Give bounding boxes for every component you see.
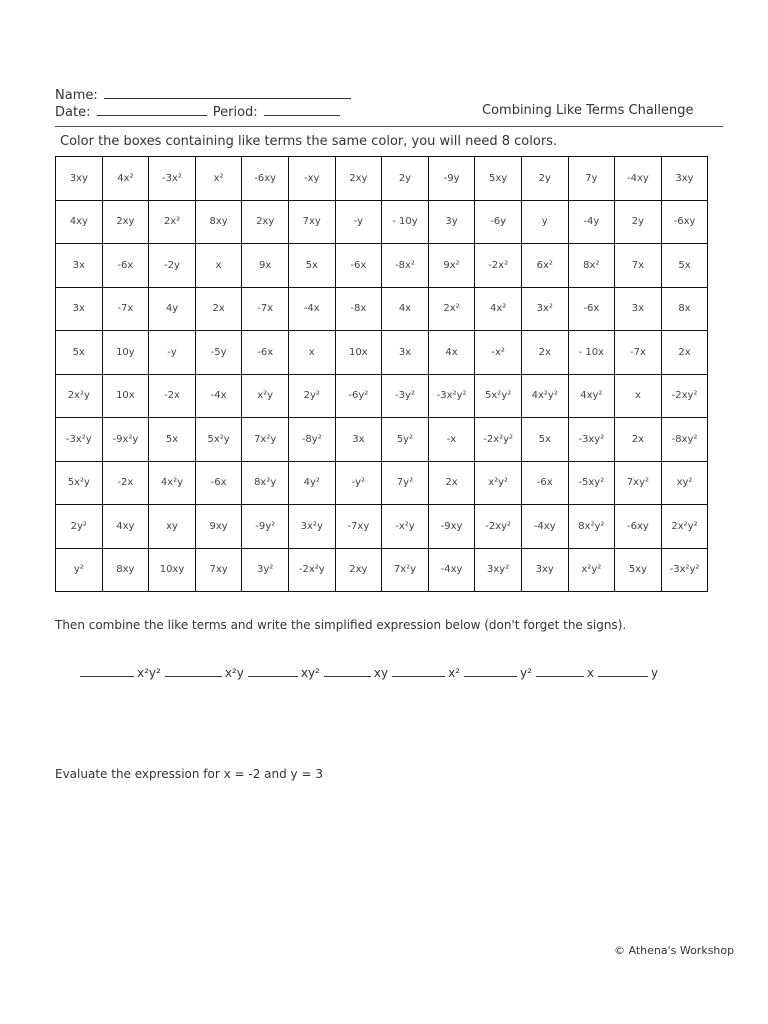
terms-grid [55,156,708,592]
grid-cell[interactable]: x²y [242,374,289,418]
grid-cell[interactable]: 6x² [521,244,568,288]
name-row [55,86,351,103]
grid-cell[interactable]: 7x²y [242,418,289,462]
answer-blank[interactable] [598,665,648,677]
grid-cell[interactable]: 2y [382,157,429,201]
grid-cell[interactable]: -8x [335,287,382,331]
grid-cell[interactable]: x [615,374,662,418]
grid-cell[interactable]: x² [195,157,242,201]
grid-cell[interactable]: -7xy [335,505,382,549]
grid-cell[interactable]: -x²y [382,505,429,549]
grid-cell[interactable]: x²y² [568,548,615,592]
date-label: Date: [55,105,91,120]
grid-cell[interactable]: 3x [615,287,662,331]
date-row [55,103,340,120]
grid-cell[interactable]: 3x [56,287,103,331]
grid-cell[interactable]: 2x [195,287,242,331]
grid-cell[interactable]: - 10x [568,331,615,375]
worksheet-title: Combining Like Terms Challenge [482,103,694,118]
grid-cell[interactable]: 4x² [475,287,522,331]
answer-term: xy² [300,666,320,680]
grid-cell[interactable]: 2x²y² [661,505,708,549]
grid-cell[interactable]: 7y² [382,461,429,505]
grid-cell[interactable]: y² [56,548,103,592]
grid-row [56,548,708,592]
grid-cell[interactable]: -3x²y [56,418,103,462]
grid-cell[interactable]: -2x²y² [475,418,522,462]
grid-row [56,374,708,418]
grid-cell[interactable]: 4x²y [149,461,196,505]
grid-cell[interactable]: 2x²y [56,374,103,418]
answer-blank[interactable] [536,665,584,677]
grid-cell[interactable]: 2x [615,418,662,462]
grid-cell[interactable]: 3xy² [475,548,522,592]
grid-cell[interactable]: 2y [521,157,568,201]
answer-blank[interactable] [392,665,445,677]
grid-cell[interactable]: -x [428,418,475,462]
grid-cell[interactable]: xy [149,505,196,549]
grid-cell[interactable]: 7xy [288,200,335,244]
grid-cell[interactable]: xy² [661,461,708,505]
grid-cell[interactable]: 10xy [149,548,196,592]
period-label: Period: [212,105,258,120]
grid-cell[interactable]: -2xy² [661,374,708,418]
header-divider [55,126,723,127]
grid-cell[interactable]: -5y [195,331,242,375]
grid-cell[interactable]: 3x [335,418,382,462]
grid-cell[interactable]: -6xy [661,200,708,244]
grid-cell[interactable]: 3x² [521,287,568,331]
grid-cell[interactable]: 4x² [102,157,149,201]
grid-cell[interactable]: -8y² [288,418,335,462]
grid-cell[interactable]: -6x [568,287,615,331]
grid-cell[interactable]: -9x²y [102,418,149,462]
grid-cell[interactable]: 2xy [102,200,149,244]
grid-row [56,505,708,549]
grid-cell[interactable]: -y [149,331,196,375]
grid-cell[interactable]: x²y² [475,461,522,505]
grid-cell[interactable]: x [288,331,335,375]
grid-cell[interactable]: 2y [615,200,662,244]
grid-cell[interactable]: -6xy [615,505,662,549]
grid-cell[interactable]: 3y [428,200,475,244]
name-field[interactable] [104,86,351,99]
grid-cell[interactable]: 9xy [195,505,242,549]
answer-row [80,665,662,680]
grid-cell[interactable]: 2x [428,461,475,505]
grid-cell[interactable]: 8x²y [242,461,289,505]
answer-blank[interactable] [80,665,134,677]
grid-cell[interactable]: -4xy [428,548,475,592]
answer-term: x² [448,666,460,680]
grid-cell[interactable]: 8xy [195,200,242,244]
answer-term: y² [519,666,532,680]
answer-term: y [651,666,659,680]
grid-cell[interactable]: 2x [521,331,568,375]
grid-cell[interactable]: 7y [568,157,615,201]
grid-cell[interactable]: 4xy² [568,374,615,418]
date-field[interactable] [97,103,207,116]
grid-row [56,331,708,375]
grid-cell[interactable]: 2y² [288,374,335,418]
grid-cell[interactable]: 4x [382,287,429,331]
grid-cell[interactable]: 2y² [56,505,103,549]
grid-cell[interactable]: 5xy [475,157,522,201]
grid-cell[interactable]: 10x [335,331,382,375]
grid-cell[interactable]: 5x [149,418,196,462]
grid-cell[interactable]: -6x [102,244,149,288]
grid-cell[interactable]: 5y² [382,418,429,462]
grid-cell[interactable]: -6x [521,461,568,505]
grid-cell[interactable]: -6y² [335,374,382,418]
grid-cell[interactable]: 2xy [335,548,382,592]
grid-cell[interactable]: -7x [615,331,662,375]
period-field[interactable] [264,103,340,116]
answer-blank[interactable] [165,665,222,677]
answer-term: x²y² [137,666,161,680]
grid-cell[interactable]: 5x²y [56,461,103,505]
instructions-text: Color the boxes containing like terms the same color, you will need 8 colors. [60,134,558,149]
grid-cell[interactable]: -2x [149,374,196,418]
grid-cell[interactable]: -x² [475,331,522,375]
grid-cell[interactable]: -4y [568,200,615,244]
name-label: Name: [55,88,98,103]
grid-cell[interactable]: -2xy² [475,505,522,549]
grid-row [56,200,708,244]
grid-cell[interactable]: -6x [242,331,289,375]
grid-cell[interactable]: 7xy² [615,461,662,505]
grid-cell[interactable]: -2x² [475,244,522,288]
grid-row [56,157,708,201]
grid-cell[interactable]: -9y² [242,505,289,549]
grid-row [56,461,708,505]
grid-cell[interactable]: 4xy [56,200,103,244]
grid-cell[interactable]: -6y [475,200,522,244]
grid-row [56,244,708,288]
grid-cell[interactable]: -6x [335,244,382,288]
grid-cell[interactable]: - 10y [382,200,429,244]
answer-term: xy [373,666,389,680]
grid-cell[interactable]: -3xy² [568,418,615,462]
grid-cell[interactable]: 5x [521,418,568,462]
grid-cell[interactable]: 2x² [149,200,196,244]
grid-cell[interactable]: -9xy [428,505,475,549]
answer-blank[interactable] [464,665,517,677]
combine-instructions: Then combine the like terms and write the simplified expression below (don't forget the signs). [55,618,627,632]
grid-cell[interactable]: -2y [149,244,196,288]
grid-cell[interactable]: 8xy [102,548,149,592]
grid-cell[interactable]: -2x²y [288,548,335,592]
grid-cell[interactable]: 2xy [335,157,382,201]
grid-cell[interactable]: 3xy [521,548,568,592]
grid-cell[interactable]: 8x²y² [568,505,615,549]
grid-cell[interactable]: -7x [242,287,289,331]
grid-cell[interactable]: -3x²y² [428,374,475,418]
grid-cell[interactable]: 4y² [288,461,335,505]
grid-cell[interactable]: 8x [661,287,708,331]
grid-cell[interactable]: -3x²y² [661,548,708,592]
grid-cell[interactable]: x [195,244,242,288]
grid-cell[interactable]: 7xy [195,548,242,592]
grid-cell[interactable]: 5x [56,331,103,375]
grid-cell[interactable]: 3xy [56,157,103,201]
grid-cell[interactable]: -4xy [521,505,568,549]
grid-cell[interactable]: -xy [288,157,335,201]
grid-cell[interactable]: 7x²y [382,548,429,592]
grid-cell[interactable]: 10x [102,374,149,418]
grid-cell[interactable]: -4xy [615,157,662,201]
answer-blank[interactable] [248,665,298,677]
grid-cell[interactable]: 3x²y [288,505,335,549]
answer-blank[interactable] [324,665,371,677]
grid-cell[interactable]: 4x²y² [521,374,568,418]
grid-cell[interactable]: -y [335,200,382,244]
grid-cell[interactable]: 5xy [615,548,662,592]
grid-row [56,287,708,331]
grid-cell[interactable]: -7x [102,287,149,331]
grid-cell[interactable]: 4y [149,287,196,331]
grid-cell[interactable]: -9y [428,157,475,201]
grid-cell[interactable]: -6x [195,461,242,505]
grid-cell[interactable]: 3x [382,331,429,375]
grid-cell[interactable]: -8x² [382,244,429,288]
answer-term: x²y [224,666,244,680]
grid-cell[interactable]: 2xy [242,200,289,244]
grid-cell[interactable]: 5x [288,244,335,288]
grid-cell[interactable]: -3x² [149,157,196,201]
grid-cell[interactable]: -4x [288,287,335,331]
answer-term: x [586,666,595,680]
grid-cell[interactable]: 3x [56,244,103,288]
grid-cell[interactable]: 3xy [661,157,708,201]
grid-cell[interactable]: -y² [335,461,382,505]
grid-cell[interactable]: 9x² [428,244,475,288]
evaluate-instructions: Evaluate the expression for x = -2 and y = 3 [55,767,323,781]
grid-cell[interactable]: -6xy [242,157,289,201]
grid-cell[interactable]: 5x²y² [475,374,522,418]
grid-cell[interactable]: -8xy² [661,418,708,462]
grid-row [56,418,708,462]
grid-cell[interactable]: 4x [428,331,475,375]
grid-cell[interactable]: -2x [102,461,149,505]
grid-cell[interactable]: -5xy² [568,461,615,505]
grid-cell[interactable]: 3y² [242,548,289,592]
copyright-footer: © Athena's Workshop [614,944,735,957]
grid-cell[interactable]: 4xy [102,505,149,549]
grid-cell[interactable]: 10y [102,331,149,375]
grid-cell[interactable]: 8x² [568,244,615,288]
grid-cell[interactable]: 2x² [428,287,475,331]
grid-cell[interactable]: 9x [242,244,289,288]
grid-cell[interactable]: 7x [615,244,662,288]
grid-cell[interactable]: 5x [661,244,708,288]
grid-cell[interactable]: -3y² [382,374,429,418]
grid-cell[interactable]: 2x [661,331,708,375]
grid-cell[interactable]: 5x²y [195,418,242,462]
grid-cell[interactable]: -4x [195,374,242,418]
grid-cell[interactable]: y [521,200,568,244]
